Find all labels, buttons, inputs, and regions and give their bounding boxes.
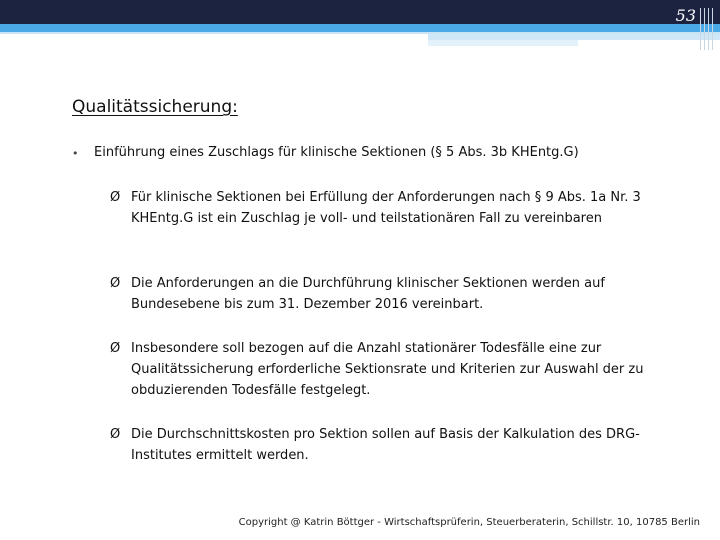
arrow-bullet-icon: Ø <box>110 190 121 205</box>
sub-item-text: Insbesondere soll bezogen auf die Anzahl stationärer Todesfälle eine zur Qualitätssicherung erforderliche Sektionsrate und Kriterien zur Auswahl der zu obduzierenden Todesfälle festgelegt. <box>131 341 644 398</box>
header-bar <box>0 0 720 24</box>
copyright-footer: Copyright @ Katrin Böttger - Wirtschaftsprüferin, Steuerberaterin, Schillstr. 10, 10785 Berlin <box>238 517 700 528</box>
bullet-icon: • <box>72 147 79 160</box>
page-number: 53 <box>675 6 696 25</box>
sub-item <box>110 338 670 401</box>
main-bullet-text: Einführung eines Zuschlags für klinische Sektionen (§ 5 Abs. 3b KHEntg.G) <box>94 145 579 160</box>
arrow-bullet-icon: Ø <box>110 276 121 291</box>
sub-item-text: Die Durchschnittskosten pro Sektion sollen auf Basis der Kalkulation des DRG-Institutes ermittelt werden. <box>131 427 640 463</box>
sub-item <box>110 424 670 466</box>
main-bullet <box>72 145 579 160</box>
sub-item <box>110 273 670 315</box>
slide-title: Qualitätssicherung: <box>72 97 238 117</box>
arrow-bullet-icon: Ø <box>110 427 121 442</box>
arrow-bullet-icon: Ø <box>110 341 121 356</box>
sub-item-text: Für klinische Sektionen bei Erfüllung der Anforderungen nach § 9 Abs. 1a Nr. 3 KHEntg.G ist ein Zuschlag je voll- und teilstationären Fall zu vereinbaren <box>131 190 641 226</box>
sub-item-text: Die Anforderungen an die Durchführung klinischer Sektionen werden auf Bundesebene bis zum 31. Dezember 2016 vereinbart. <box>131 276 605 312</box>
sub-item <box>110 187 670 229</box>
header-accent-stripe <box>0 24 720 32</box>
header-accent-block-small <box>428 40 578 46</box>
decorative-lines <box>700 8 714 50</box>
